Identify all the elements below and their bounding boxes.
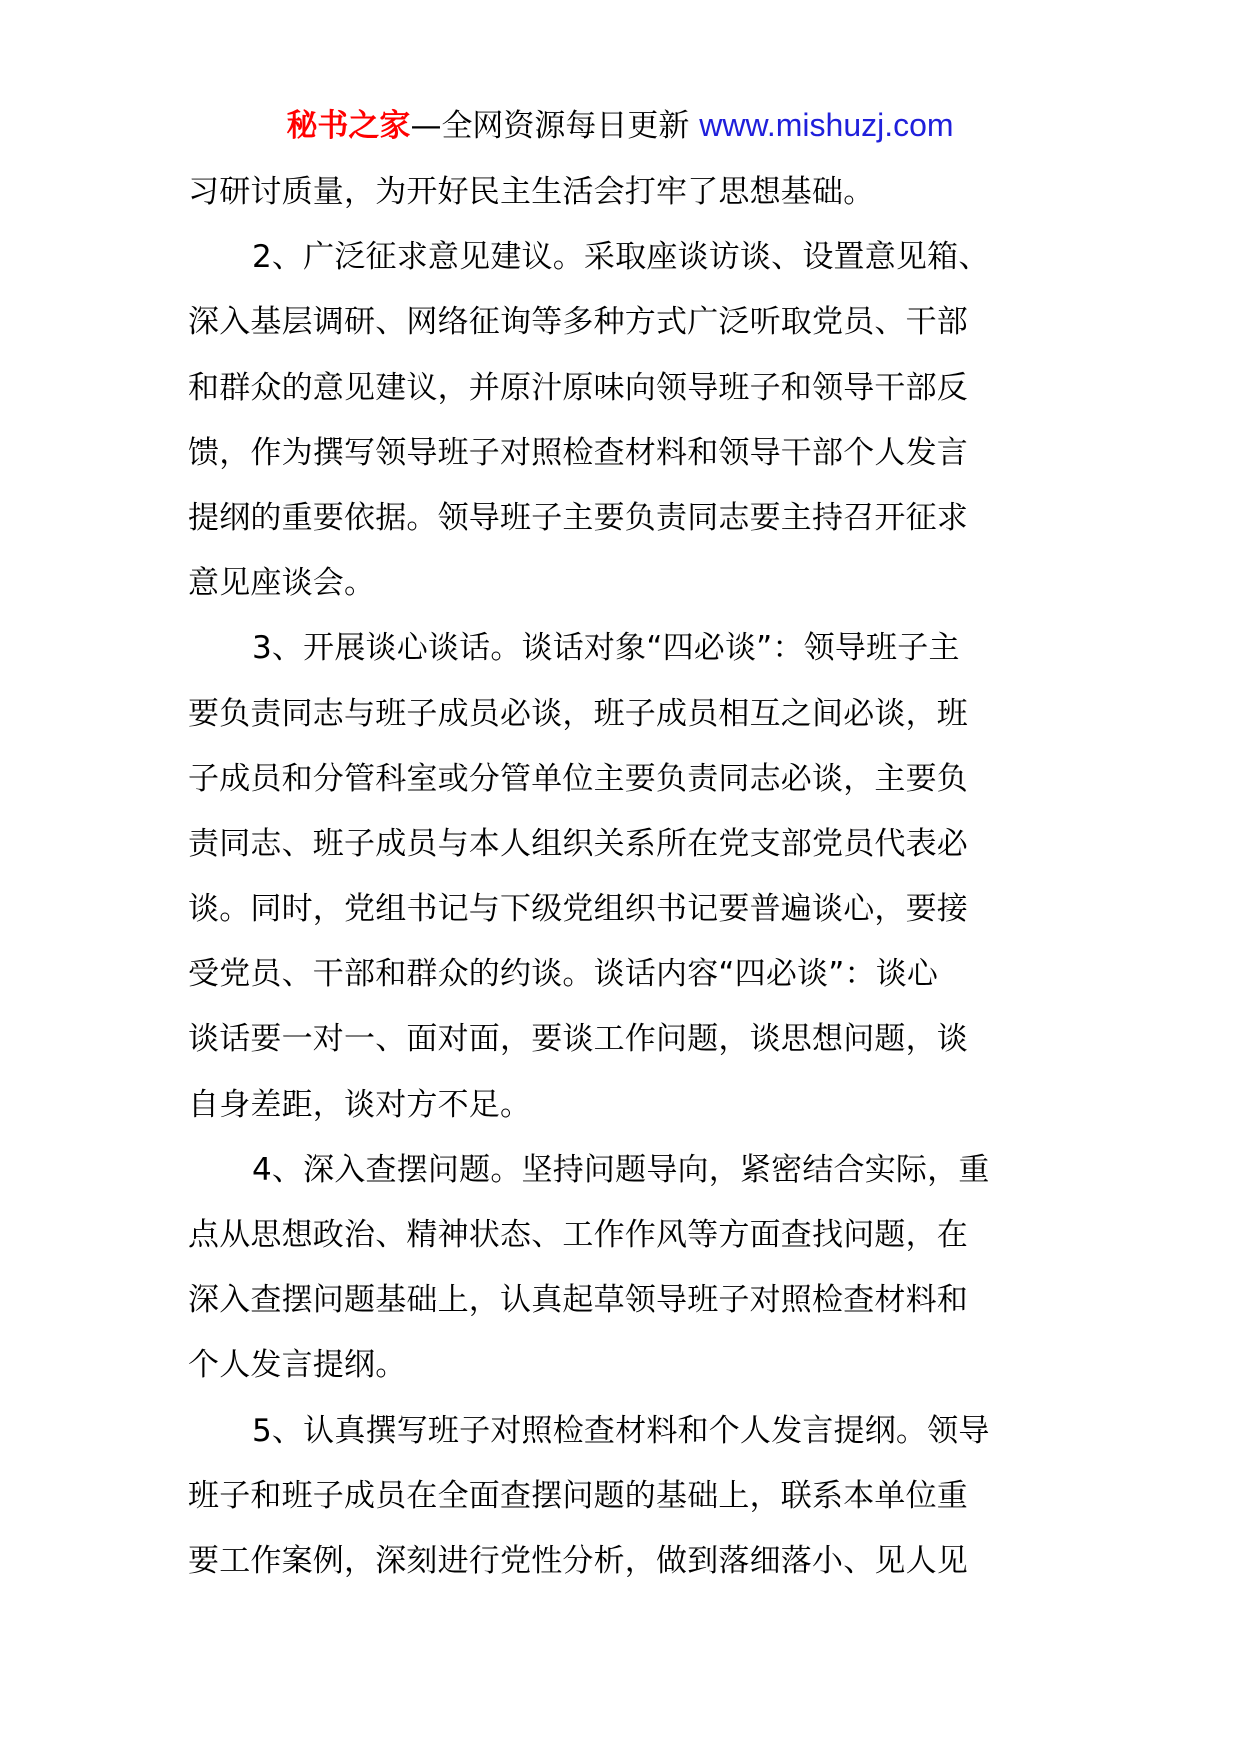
page-header — [0, 100, 1240, 151]
text-line: 要负责同志与班子成员必谈，班子成员相互之间必谈，班 — [188, 695, 968, 732]
document-body — [188, 160, 1054, 1594]
text-line: 谈话要一对一、面对面，要谈工作问题，谈思想问题，谈 — [188, 1021, 968, 1058]
text-line: 班子和班子成员在全面查摆问题的基础上，联系本单位重 — [188, 1477, 968, 1514]
text-line: 提纲的重要依据。领导班子主要负责同志要主持召开征求 — [188, 499, 968, 536]
text-line: 4、深入查摆问题。坚持问题导向，紧密结合实际，重 — [252, 1151, 990, 1188]
text-line: 深入基层调研、网络征询等多种方式广泛听取党员、干部 — [188, 304, 968, 341]
text-line: 5、认真撰写班子对照检查材料和个人发言提纲。领导 — [252, 1412, 990, 1449]
text-line: 要工作案例，深刻进行党性分析，做到落细落小、见人见 — [188, 1542, 968, 1579]
text-line: 2、广泛征求意见建议。采取座谈访谈、设置意见箱、 — [252, 239, 990, 276]
header-tagline: —全网资源每日更新 — [410, 108, 700, 144]
text-line: 子成员和分管科室或分管单位主要负责同志必谈，主要负 — [188, 760, 968, 797]
text-line: 点从思想政治、精神状态、工作作风等方面查找问题，在 — [188, 1217, 968, 1253]
text-line: 习研讨质量，为开好民主生活会打牢了思想基础。 — [188, 174, 875, 210]
text-line: 深入查摆问题基础上，认真起草领导班子对照检查材料和 — [188, 1282, 968, 1319]
text-line: 馈，作为撰写领导班子对照检查材料和领导干部个人发言 — [188, 434, 968, 471]
text-line: 责同志、班子成员与本人组织关系所在党支部党员代表必 — [188, 825, 968, 862]
text-line: 谈。同时，党组书记与下级党组织书记要普遍谈心，要接 — [188, 891, 968, 928]
site-url: www.mishuzj.com — [699, 107, 954, 143]
brand-name: 秘书之家 — [286, 108, 411, 144]
text-line: 受党员、干部和群众的约谈。谈话内容“四必谈”：谈心 — [188, 956, 939, 993]
text-line: 自身差距，谈对方不足。 — [188, 1086, 532, 1123]
text-line: 和群众的意见建议，并原汁原味向领导班子和领导干部反 — [188, 369, 968, 406]
text-line: 个人发言提纲。 — [188, 1347, 407, 1384]
text-line: 3、开展谈心谈话。谈话对象“四必谈”：领导班子主 — [252, 630, 960, 667]
text-line: 意见座谈会。 — [188, 565, 376, 602]
